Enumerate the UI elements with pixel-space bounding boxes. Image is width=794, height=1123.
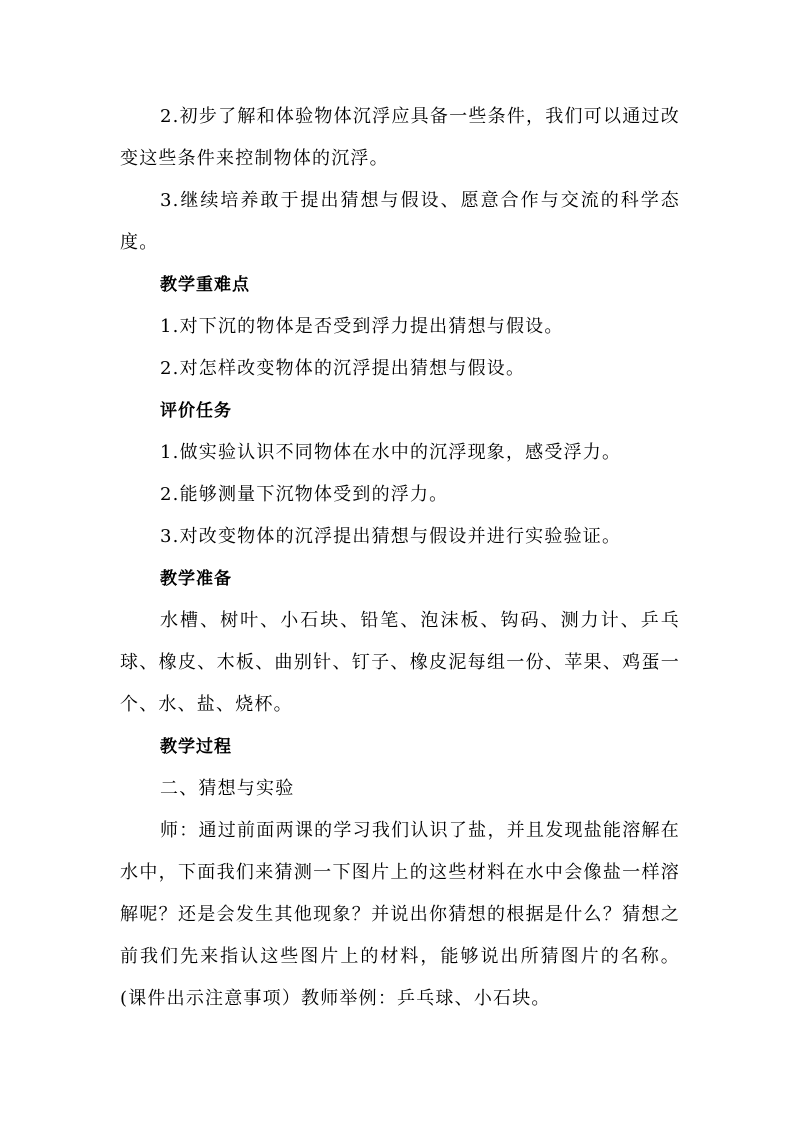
evaluation-item-1: 1.做实验认识不同物体在水中的沉浮现象，感受浮力。 (160, 442, 622, 463)
evaluation-item-2: 2.能够测量下沉物体受到的浮力。 (160, 484, 449, 505)
document-body (120, 96, 680, 1020)
objective-item-3: 3.继续培养敢于提出猜想与假设、愿意合作与交流的科学态度。 (120, 190, 680, 253)
process-section-title: 二、猜想与实验 (160, 778, 295, 799)
objective-item-2: 2.初步了解和体验物体沉浮应具备一些条件，我们可以通过改变这些条件来控制物体的沉浮。 (120, 106, 680, 169)
key-points-heading: 教学重难点 (160, 275, 250, 295)
evaluation-item-3: 3.对改变物体的沉浮提出猜想与假设并进行实验验证。 (160, 526, 622, 547)
process-heading: 教学过程 (160, 737, 232, 757)
key-point-item-1: 1.对下沉的物体是否受到浮力提出猜想与假设。 (160, 316, 564, 337)
preparation-text: 水槽、树叶、小石块、铅笔、泡沫板、钩码、测力计、乒乓球、橡皮、木板、曲别针、钉子、橡皮泥每组一份、苹果、鸡蛋一个、水、盐、烧杯。 (120, 610, 680, 715)
preparation-heading: 教学准备 (160, 569, 232, 589)
teacher-dialogue: 师：通过前面两课的学习我们认识了盐，并且发现盐能溶解在水中，下面我们来猜测一下图片上的这些材料在水中会像盐一样溶解呢？还是会发生其他现象？并说出你猜想的根据是什么？猜想之前我们先来指认这些图片上的材料，能够说出所猜图片的名称。(课件出示注意事项）教师举例：乒乓球、小石块。 (120, 820, 680, 1009)
evaluation-heading: 评价任务 (160, 401, 232, 421)
key-point-item-2: 2.对怎样改变物体的沉浮提出猜想与假设。 (160, 358, 526, 379)
